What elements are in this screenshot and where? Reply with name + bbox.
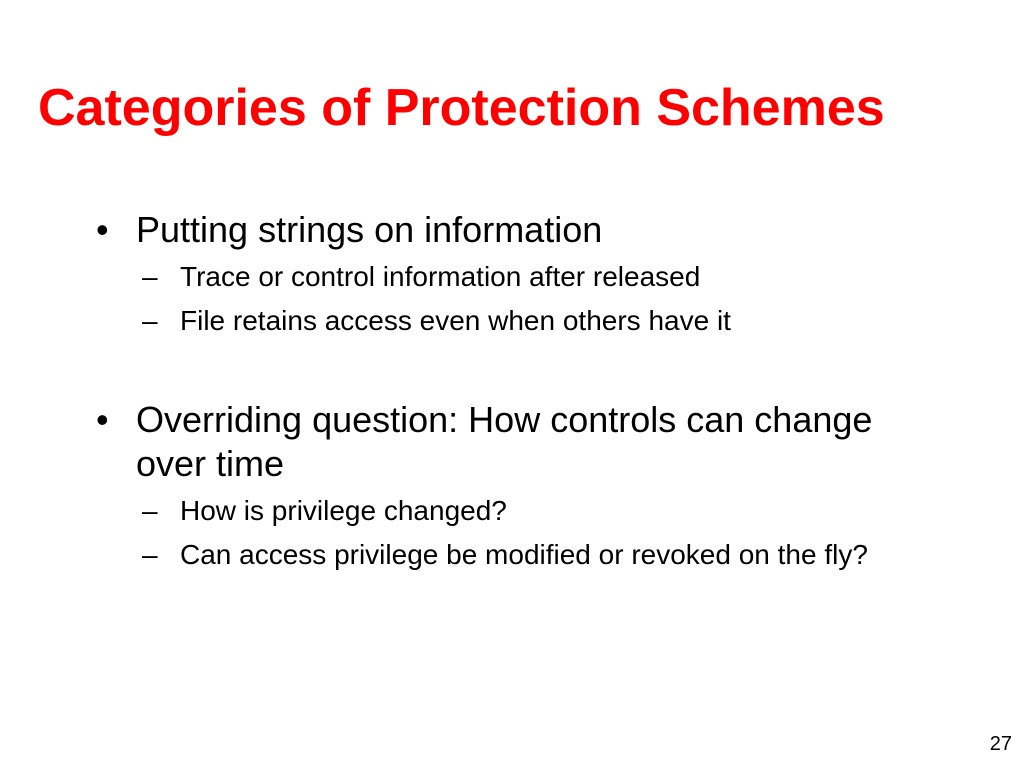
bullet-item-overriding-question — [96, 398, 936, 580]
sub-bullet-text: How is privilege changed? — [180, 495, 507, 526]
sub-bullet-text: File retains access even when others have it — [180, 305, 731, 336]
dash-symbol: – — [142, 261, 158, 292]
sub-bullet-list — [96, 258, 936, 340]
bullet-symbol: • — [96, 209, 109, 250]
sub-bullet-item — [142, 536, 936, 574]
bullet-text: Putting strings on information — [136, 209, 603, 250]
page-number: 27 — [989, 733, 1012, 755]
bullet-text: Overriding question: How controls can change over time — [136, 399, 873, 484]
slide-title: Categories of Protection Schemes — [38, 79, 885, 137]
sub-bullet-text: Trace or control information after released — [180, 261, 701, 292]
bullet-line — [96, 398, 936, 486]
sub-bullet-item — [142, 302, 936, 340]
sub-bullet-list — [96, 492, 936, 574]
bullet-line — [96, 208, 936, 252]
sub-bullet-item — [142, 492, 936, 530]
dash-symbol: – — [142, 305, 158, 336]
dash-symbol: – — [142, 495, 158, 526]
sub-bullet-text: Can access privilege be modified or revoked on the fly? — [180, 539, 868, 570]
sub-bullet-item — [142, 258, 936, 296]
bullet-symbol: • — [96, 399, 109, 440]
dash-symbol: – — [142, 539, 158, 570]
bullet-item-putting-strings — [96, 208, 936, 346]
